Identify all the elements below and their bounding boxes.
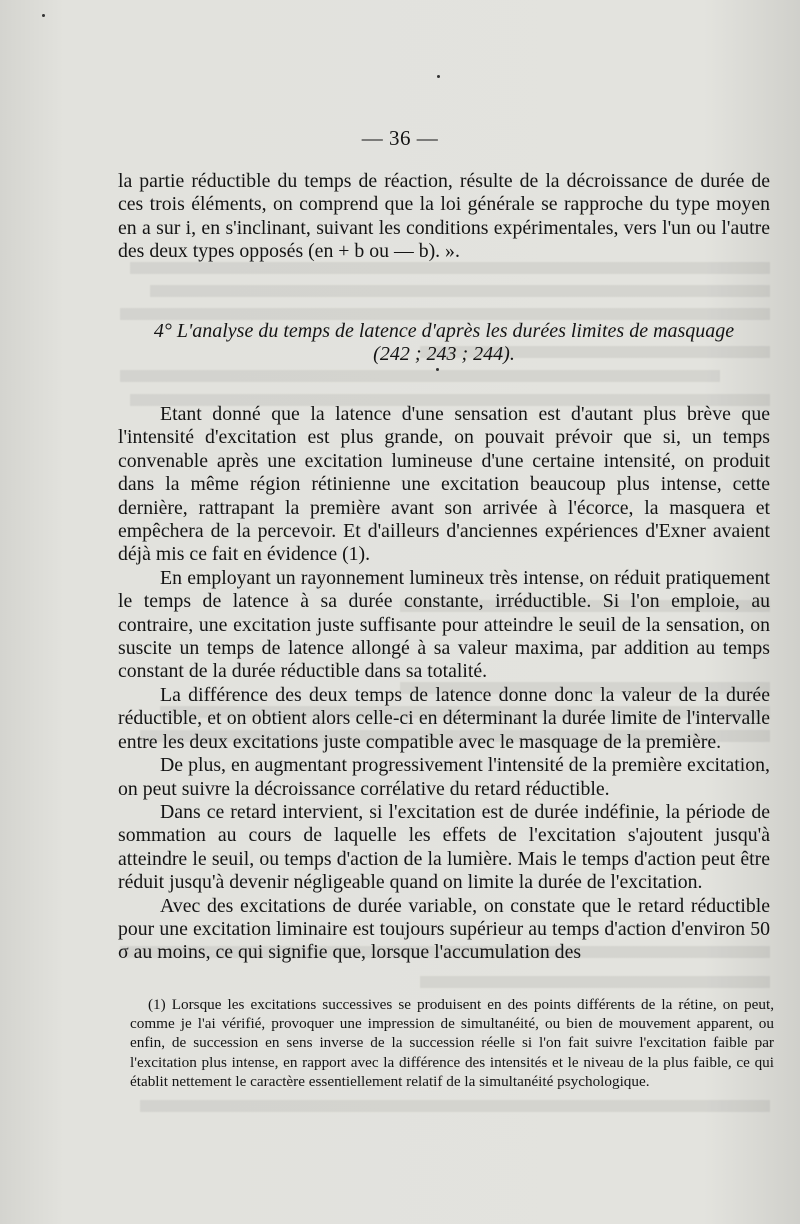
paragraph: La différence des deux temps de latence donne donc la valeur de la durée réductible, et on obtient alors celle-ci en déterminant la durée limite de l'intervalle entre les deux excitations juste compatible avec le masquage de la première.	[118, 683, 770, 753]
intro-paragraph	[118, 170, 770, 264]
paragraph: Etant donné que la latence d'une sensation est d'autant plus brève que l'intensité d'excitation est plus grande, on pouvait prévoir que si, un temps convenable après une excitation lumineuse d'une certaine intensité, on produit dans la même région rétinienne une excitation beaucoup plus intense, cette dernière, rattrapant la première avant son arrivée à l'écorce, la masquera et empêchera de la percevoir. Et d'ailleurs d'anciennes expériences d'Exner avaient déjà mis ce fait en évidence (1).	[118, 403, 770, 566]
section-heading-references: (242 ; 243 ; 244).	[373, 343, 515, 365]
paragraph: De plus, en augmentant progressivement l'intensité de la première excitation, on peut suivre la décroissance corrélative du retard réductible.	[118, 754, 770, 800]
body-text	[118, 403, 770, 965]
section-heading-line: 4° L'analyse du temps de latence d'après les durées limites de masquage	[153, 320, 735, 342]
scan-speck	[42, 14, 45, 17]
footnote: (1) Lorsque les excitations successives se produisent en des points différents de la rétine, on peut, comme je l'ai vérifié, provoquer une impression de simultanéité, ou bien de mouvement apparent, ou enfin, de succession en sens inverse de la succession réelle si l'on fait suivre l'excitation faible par l'excitation plus intense, en rapport avec la différence des intensités et le niveau de la plus faible, ce qui établit nettement le caractère essentiellement relatif de la simultanéité psychologique.	[130, 996, 774, 1090]
paragraph: En employant un rayonnement lumineux très intense, on réduit pratiquement le temps de latence à sa durée constante, irréductible. Si l'on emploie, au contraire, une excitation juste suffisante pour atteindre le seuil de la sensation, on suscite un temps de latence allongé à sa valeur maxima, par addition au temps constant de la durée réductible dans sa totalité.	[118, 566, 770, 683]
scan-speck	[437, 75, 440, 78]
paragraph: Avec des excitations de durée variable, on constate que le retard réductible pour une excitation liminaire est toujours supérieur au temps d'action d'environ 50 σ au moins, ce qui signifie que, lorsque l'accumulation des	[118, 894, 770, 964]
section-heading	[118, 320, 770, 366]
page-number: — 36 —	[361, 126, 439, 150]
paragraph-text: la partie réductible du temps de réaction, résulte de la décroissance de durée de ces trois éléments, on comprend que la loi générale se rapproche du type moyen en a sur i, en s'inclinant, suivant les conditions expérimentales, vers l'un ou l'autre des deux types opposés (en + b ou — b). ».	[118, 170, 770, 263]
footnotes	[130, 995, 774, 1091]
scan-speck	[436, 368, 439, 371]
paragraph: Dans ce retard intervient, si l'excitation est de durée indéfinie, la période de sommation au cours de laquelle les effets de l'excitation s'ajoutent jusqu'à atteindre le seuil, ou temps d'action de la lumière. Mais le temps d'action peut être réduit jusqu'à devenir négligeable quand on limite la durée de l'excitation.	[118, 800, 770, 894]
